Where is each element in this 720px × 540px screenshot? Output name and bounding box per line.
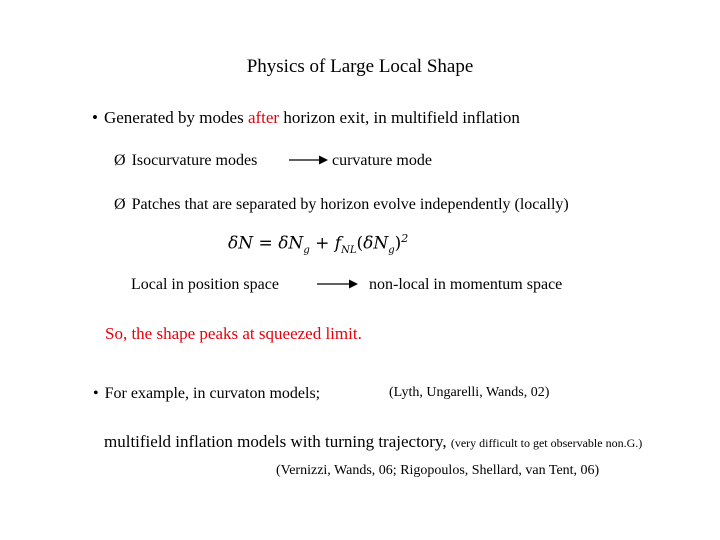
bullet1-text-after: horizon exit, in multifield inflation xyxy=(279,108,520,127)
formula-sub-g: g xyxy=(303,245,310,257)
bullet2-text: For example, in curvaton models; xyxy=(104,385,321,402)
formula-sub-nl: NL xyxy=(341,245,357,257)
local-position-text: Local in position space xyxy=(131,276,279,293)
formula-plus: + xyxy=(309,233,335,254)
patches-text: Patches that are separated by horizon evolve independently (locally) xyxy=(131,196,569,213)
conclusion-text: So, the shape peaks at squeezed limit. xyxy=(105,324,362,343)
formula-sub-g-2: g xyxy=(388,245,395,257)
slide-title: Physics of Large Local Shape xyxy=(246,56,474,77)
formula-paren-close: ) xyxy=(394,233,402,254)
bullet-dot-icon: • xyxy=(93,385,99,402)
multifield-line xyxy=(104,432,642,452)
formula-delta-n: δN xyxy=(228,233,254,254)
bullet1-highlight: after xyxy=(247,108,280,127)
formula-f: f xyxy=(334,233,342,254)
delta-n-formula xyxy=(228,232,408,256)
formula-paren-open: ( xyxy=(356,233,364,254)
curvature-mode-text: curvature mode xyxy=(332,152,432,169)
sub-bullet-isocurvature xyxy=(114,152,257,170)
formula-sup-2: 2 xyxy=(401,232,409,245)
multifield-note: (very difficult to get observable non.G.) xyxy=(450,436,643,450)
bullet1-text-before: Generated by modes xyxy=(103,108,248,127)
right-arrow-icon xyxy=(289,153,329,167)
right-arrow-icon xyxy=(317,277,359,291)
bullet-dot-icon: • xyxy=(92,108,98,127)
arrow-bullet-icon: Ø xyxy=(114,152,126,169)
arrow-bullet-icon: Ø xyxy=(114,196,126,213)
citation-lyth: (Lyth, Ungarelli, Wands, 02) xyxy=(389,385,550,400)
sub-bullet-patches xyxy=(114,196,569,214)
formula-delta-ng-2: δN xyxy=(363,233,389,254)
isocurvature-text: Isocurvature modes xyxy=(131,152,258,169)
formula-equals: = xyxy=(253,233,279,254)
bullet-curvaton-example xyxy=(93,385,320,403)
formula-delta-ng: δN xyxy=(278,233,304,254)
citation-vernizzi: (Vernizzi, Wands, 06; Rigopoulos, Shellard, van Tent, 06) xyxy=(276,463,600,478)
bullet-generated-by-modes xyxy=(92,108,520,128)
multifield-text: multifield inflation models with turning trajectory, xyxy=(104,432,447,451)
nonlocal-momentum-text: non-local in momentum space xyxy=(369,276,563,293)
